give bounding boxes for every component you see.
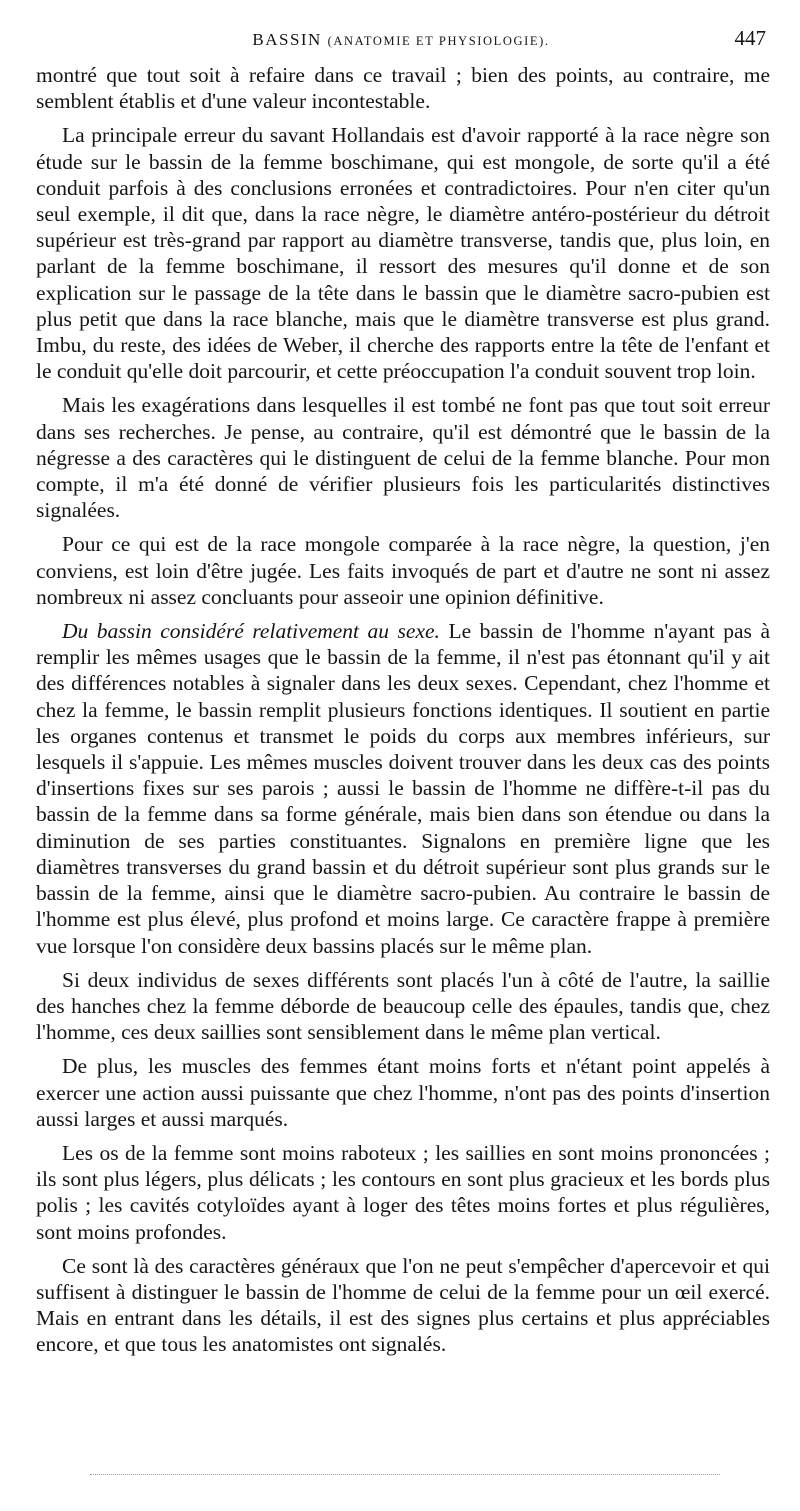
running-title-sub: (ANATOMIE ET PHYSIOLOGIE). <box>327 34 550 48</box>
paragraph: La principale erreur du savant Hollandais est d'avoir rapporté à la race nègre son étude sur le bassin de la femme boschimane, qui est mongole, de sorte qu'il a été conduit parfois à des conclusions erronées et contradictoires. Pour n'en citer qu'un seul exemple, il dit que, dans la race nègre, le diamètre antéro-postérieur du détroit supérieur est très-grand par rapport au diamètre transverse, tandis que, plus loin, en parlant de la femme boschimane, il ressort des mesures qu'il donne et de son explication sur le passage de la tête dans le bassin que le diamètre sacro-pubien est plus petit que dans la race blanche, mais que le diamètre transverse est plus grand. Imbu, du reste, des idées de Weber, il cherche des rapports entre la tête de l'enfant et le conduit qu'elle doit parcourir, et cette préoccupation l'a conduit souvent trop loin. <box>36 123 770 384</box>
paragraph: Si deux individus de sexes différents sont placés l'un à côté de l'autre, la saillie des hanches chez la femme déborde de beaucoup celle des épaules, tandis que, chez l'homme, ces deux saillies sont sensiblement dans le même plan vertical. <box>36 967 770 1045</box>
footer-rule <box>90 1474 720 1475</box>
paragraph-continuation: montré que tout soit à refaire dans ce travail ; bien des points, au contraire, me semblent établis et d'une valeur incontestable. <box>36 63 770 114</box>
paragraph: De plus, les muscles des femmes étant moins forts et n'étant point appelés à exercer une action aussi puissante que chez l'homme, n'ont pas des points d'insertion aussi larges et aussi marqués. <box>36 1054 770 1131</box>
page-number: 447 <box>734 26 766 50</box>
running-header <box>36 26 766 54</box>
section-heading: Du bassin considéré relativement au sexe. <box>62 619 440 644</box>
running-title-main: BASSIN <box>252 30 322 49</box>
paragraph-text: Le bassin de l'homme n'ayant pas à remplir les mêmes usages que le bassin de la femme, il n'est pas étonnant qu'il y ait des différences notables à signaler dans les deux sexes. Cependant, chez l'homme et chez la femme, le bassin remplit plusieurs fonctions identiques. Il soutient en partie les organes contenus et transmet le poids du corps aux membres inférieurs, sur lesquels il s'appuie. Les mêmes muscles doivent trouver dans les deux cas des points d'insertions fixes sur ses parois ; aussi le bassin de l'homme ne diffère-t-il pas du bassin de la femme dans sa forme générale, mais bien dans son étendue ou dans la diminution de ses parties constituantes. Signalons en première ligne que les diamètres transverses du grand bassin et du détroit supérieur sont plus grands sur le bassin de la femme, ainsi que le diamètre sacro-pubien. Au contraire le bassin de l'homme est plus élevé, plus profond et moins large. Ce caractère frappe à première vue lorsque l'on considère deux bassins placés sur le même plan. <box>36 619 770 958</box>
paragraph: Ce sont là des caractères généraux que l'on ne peut s'empêcher d'apercevoir et qui suffisent à distinguer le bassin de l'homme de celui de la femme pour un œil exercé. Mais en entrant dans les détails, il est des signes plus certains et plus appréciables encore, et que tous les anatomistes ont signalés. <box>36 1253 770 1357</box>
paragraph: Pour ce qui est de la race mongole comparée à la race nègre, la question, j'en conviens, est loin d'être jugée. Les faits invoqués de part et d'autre ne sont ni assez nombreux ni assez concluants pour asseoir une opinion définitive. <box>36 532 770 609</box>
paragraph: Les os de la femme sont moins raboteux ; les saillies en sont moins prononcées ; ils sont plus légers, plus délicats ; les contours en sont plus gracieux et les bords plus polis ; les cavités cotyloïdes ayant à loger des têtes moins fortes et plus régulières, sont moins profondes. <box>36 1140 770 1244</box>
paragraph: Mais les exagérations dans lesquelles il est tombé ne font pas que tout soit erreur dans ses recherches. Je pense, au contraire, qu'il est démontré que le bassin de la négresse a des caractères qui le distinguent de celui de la femme blanche. Pour mon compte, il m'a été donné de vérifier plusieurs fois les particularités distinctives signalées. <box>36 393 770 523</box>
running-title <box>36 30 766 50</box>
paragraph-section-start <box>36 618 770 959</box>
body-text <box>36 62 770 1366</box>
